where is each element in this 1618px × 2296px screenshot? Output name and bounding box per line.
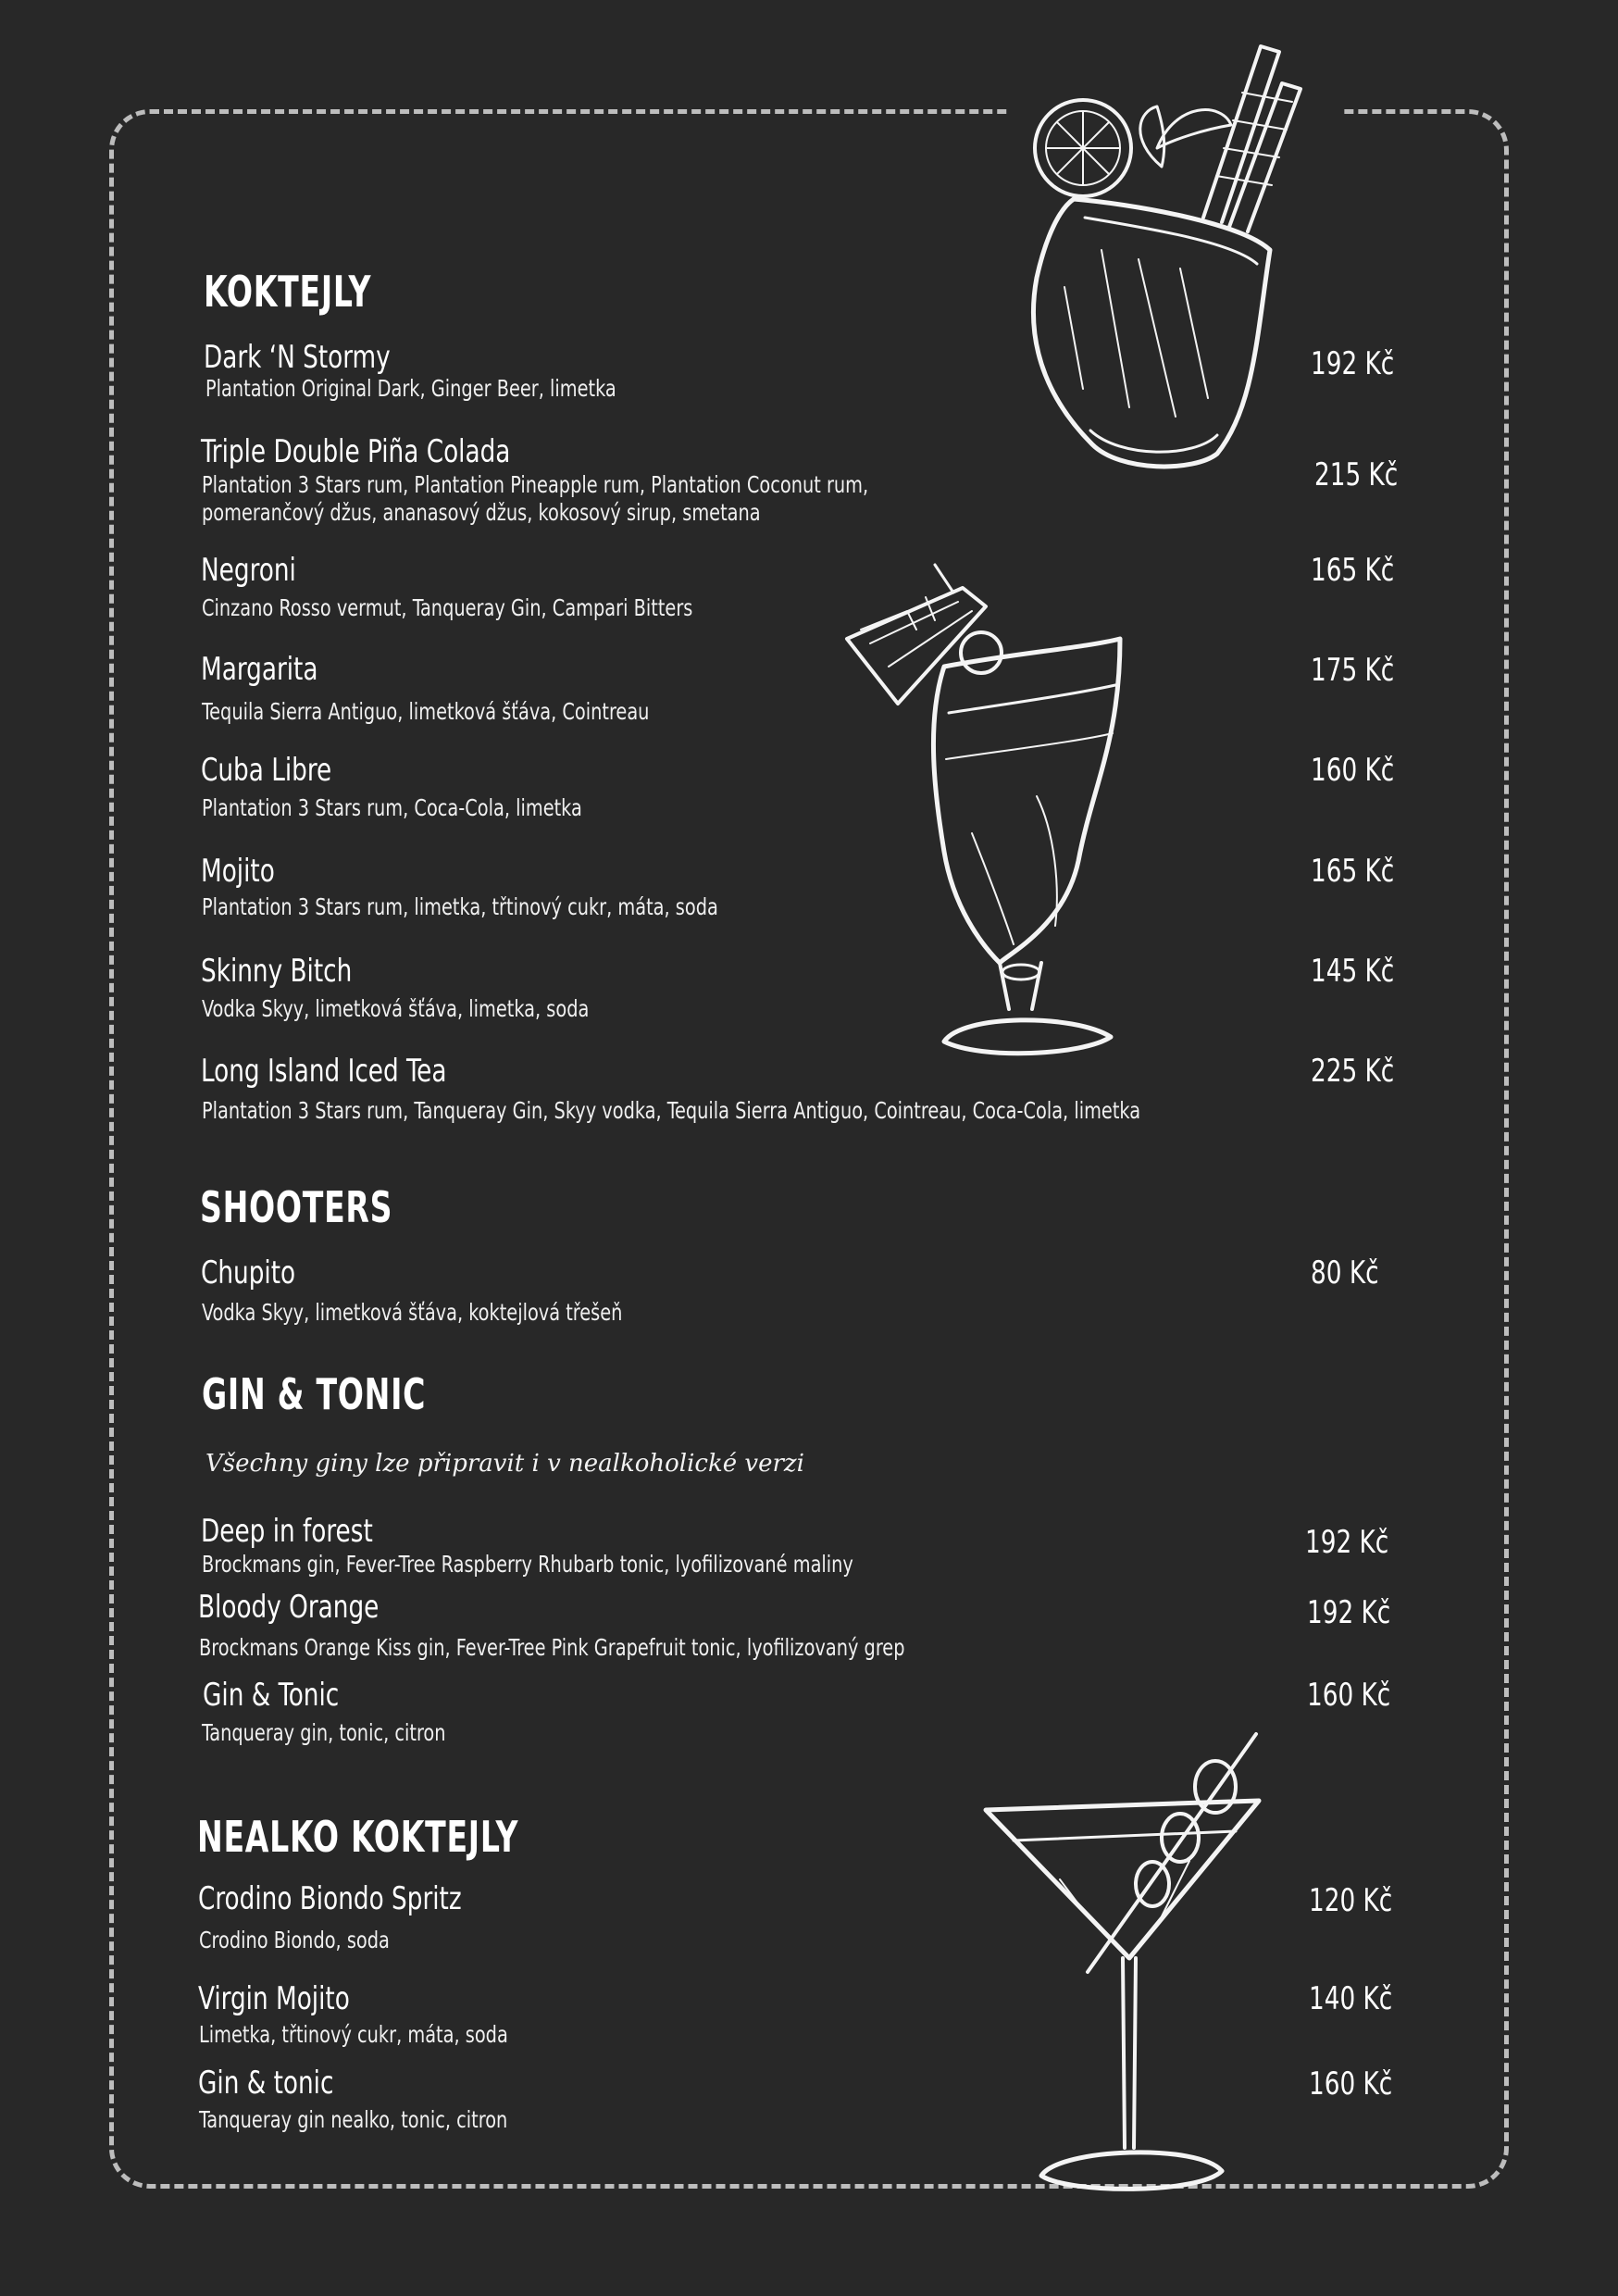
item-price: 165 Kč [1311,552,1395,589]
item-desc: Plantation 3 Stars rum, Coca-Cola, limetka [202,794,582,821]
section-title-gin-tonic: GIN & TONIC [202,1369,427,1419]
item-name: Mojito [201,853,275,890]
item-desc: Plantation 3 Stars rum, limetka, třtinový cukr, máta, soda [202,893,718,920]
item-desc: Plantation 3 Stars rum, Tanqueray Gin, Skyy vodka, Tequila Sierra Antiguo, Cointreau, Coca-Cola, limetka [202,1097,1141,1124]
item-price: 160 Kč [1311,752,1395,789]
highball-glass-icon [1018,37,1296,481]
item-name: Negroni [201,552,296,589]
section-title-koktejly: KOKTEJLY [204,267,372,317]
item-price: 192 Kč [1311,345,1395,382]
item-price: 192 Kč [1307,1594,1391,1631]
item-price: 225 Kč [1311,1053,1395,1090]
hurricane-glass-icon [842,555,1139,1074]
item-price: 120 Kč [1309,1882,1393,1919]
item-name: Chupito [201,1254,296,1292]
section-note: Všechny giny lze připravit i v nealkoholické verzi [205,1450,804,1478]
item-desc: Vodka Skyy, limetková šťáva, koktejlová třešeň [202,1299,623,1326]
item-price: 140 Kč [1309,1980,1393,2017]
item-price: 165 Kč [1311,853,1395,890]
item-name: Skinny Bitch [201,953,353,990]
item-desc: Brockmans Orange Kiss gin, Fever-Tree Pink Grapefruit tonic, lyofilizovaný grep [199,1634,905,1661]
item-name: Virgin Mojito [198,1980,350,2017]
item-name: Bloody Orange [198,1589,380,1626]
item-name: Cuba Libre [201,752,332,789]
menu-frame [109,109,1509,2189]
item-price: 160 Kč [1307,1677,1391,1714]
item-price: 192 Kč [1305,1524,1389,1561]
item-desc: Tanqueray gin, tonic, citron [202,1719,446,1746]
item-name: Long Island Iced Tea [201,1053,447,1090]
item-price: 80 Kč [1311,1254,1379,1292]
section-title-nealko-koktejly: NEALKO KOKTEJLY [197,1812,519,1862]
section-title-shooters: SHOOTERS [200,1182,393,1232]
item-price: 175 Kč [1311,652,1395,689]
item-desc: Tequila Sierra Antiguo, limetková šťáva, Cointreau [202,698,650,725]
item-price: 145 Kč [1311,953,1395,990]
item-name: Gin & Tonic [203,1677,340,1714]
item-desc: Plantation 3 Stars rum, Plantation Pineapple rum, Plantation Coconut rum, [202,471,869,498]
item-desc: Vodka Skyy, limetková šťáva, limetka, soda [202,995,590,1022]
item-price: 160 Kč [1309,2065,1393,2103]
item-desc: Tanqueray gin nealko, tonic, citron [199,2106,508,2133]
item-desc: pomerančový džus, ananasový džus, kokosový sirup, smetana [202,499,761,526]
item-name: Deep in forest [201,1513,373,1550]
item-desc: Cinzano Rosso vermut, Tanqueray Gin, Campari Bitters [202,594,693,621]
item-price: 215 Kč [1314,456,1399,493]
item-name: Margarita [201,651,318,688]
item-name: Gin & tonic [198,2065,334,2102]
item-desc: Limetka, třtinový cukr, máta, soda [199,2021,508,2048]
item-name: Triple Double Piña Colada [201,433,511,470]
item-desc: Plantation Original Dark, Ginger Beer, limetka [205,375,616,402]
item-name: Dark ‘N Stormy [204,339,391,376]
item-name: Crodino Biondo Spritz [198,1880,462,1917]
item-desc: Crodino Biondo, soda [199,1927,390,1953]
martini-glass-icon [977,1731,1273,2203]
item-desc: Brockmans gin, Fever-Tree Raspberry Rhubarb tonic, lyofilizované maliny [202,1551,853,1578]
